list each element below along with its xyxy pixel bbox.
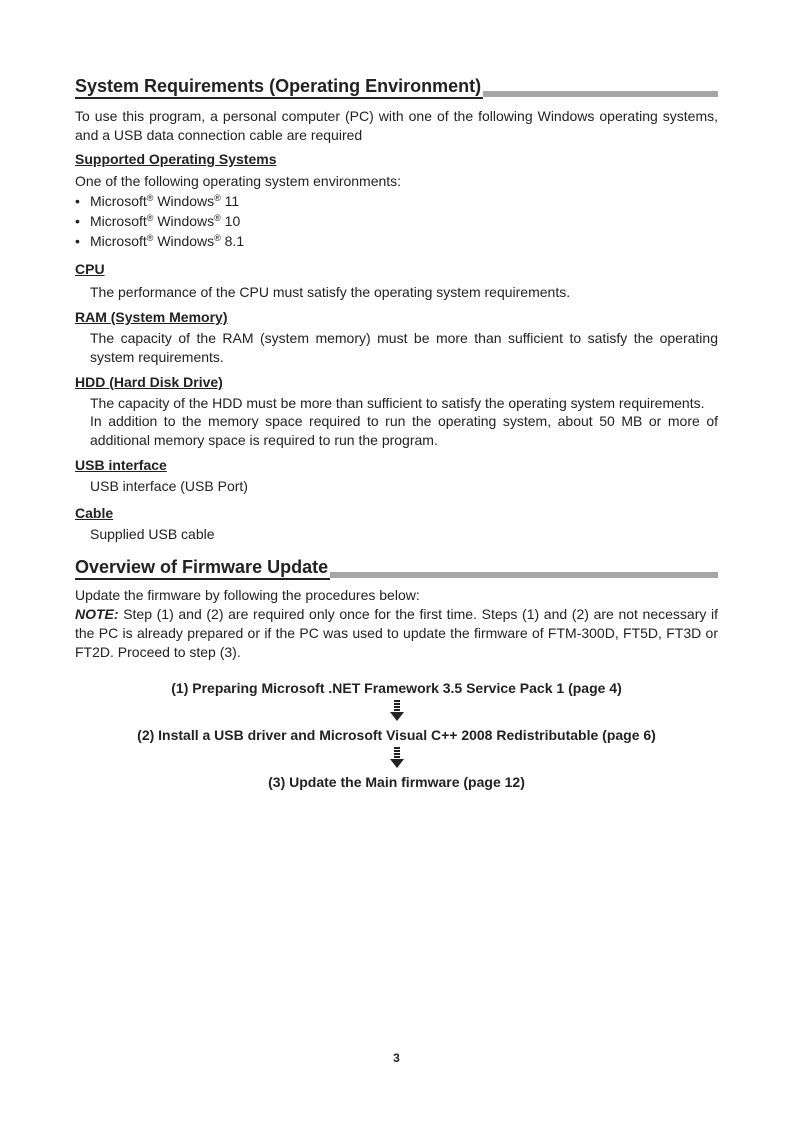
usb-block: [75, 456, 718, 496]
section-heading-firmware: [75, 554, 718, 580]
ram-block: [75, 308, 718, 367]
firmware-note: [75, 605, 718, 662]
os-heading: Supported Operating Systems: [75, 151, 277, 167]
list-item: • Microsoft® Windows® 11: [75, 193, 240, 209]
list-item: • Microsoft® Windows® 8.1: [75, 233, 245, 249]
ram-text: The capacity of the RAM (system memory) must be more than sufficient to satisfy the operating system requirements.: [90, 330, 718, 365]
intro-paragraph: To use this program, a personal computer (PC) with one of the following Windows operating systems, and a USB data connection cable are required: [75, 108, 718, 143]
ram-heading: RAM (System Memory): [75, 309, 228, 325]
cable-heading: Cable: [75, 505, 114, 521]
update-steps: [75, 680, 718, 790]
os-lead: One of the following operating system environments:: [75, 173, 402, 189]
cpu-text: The performance of the CPU must satisfy the operating system requirements.: [90, 284, 571, 300]
cable-text: Supplied USB cable: [90, 526, 215, 542]
page-number: 3: [393, 1051, 400, 1065]
cpu-block: [75, 260, 718, 302]
section-title: System Requirements (Operating Environment): [75, 75, 483, 99]
firmware-intro: Update the firmware by following the procedures below:: [75, 587, 420, 603]
hdd-text-2: In addition to the memory space required to run the operating system, about 50 MB or more of additional memory space is required to run the program.: [90, 413, 718, 448]
hdd-block: [75, 373, 718, 450]
note-label: NOTE:: [75, 606, 119, 622]
os-block: [75, 150, 718, 251]
section-heading-system-requirements: [75, 73, 718, 99]
down-arrow-icon: [390, 747, 404, 769]
down-arrow-icon: [390, 700, 404, 722]
bullet: •: [75, 193, 80, 209]
usb-heading: USB interface: [75, 457, 167, 473]
usb-text: USB interface (USB Port): [90, 478, 248, 494]
cpu-heading: CPU: [75, 261, 105, 277]
note-text: Step (1) and (2) are required only once for the first time. Steps (1) and (2) are not necessary if the PC is already prepared or if the PC was used to update the firmware of FTM-300D, FT5D, FT3D or FT2D. Proceed to step (3).: [75, 606, 718, 660]
bullet: •: [75, 233, 80, 249]
os-list: [75, 191, 718, 251]
section-title: Overview of Firmware Update: [75, 556, 330, 580]
hdd-text-1: The capacity of the HDD must be more than sufficient to satisfy the operating system requirements.: [90, 395, 705, 411]
step-3: (3) Update the Main firmware (page 12): [268, 774, 525, 790]
document-page: [75, 73, 718, 790]
cable-block: [75, 504, 718, 544]
bullet: •: [75, 213, 80, 229]
step-2: (2) Install a USB driver and Microsoft Visual C++ 2008 Redistributable (page 6): [137, 727, 656, 743]
hdd-heading: HDD (Hard Disk Drive): [75, 374, 223, 390]
list-item: • Microsoft® Windows® 10: [75, 213, 241, 229]
step-1: (1) Preparing Microsoft .NET Framework 3.5 Service Pack 1 (page 4): [171, 680, 622, 696]
